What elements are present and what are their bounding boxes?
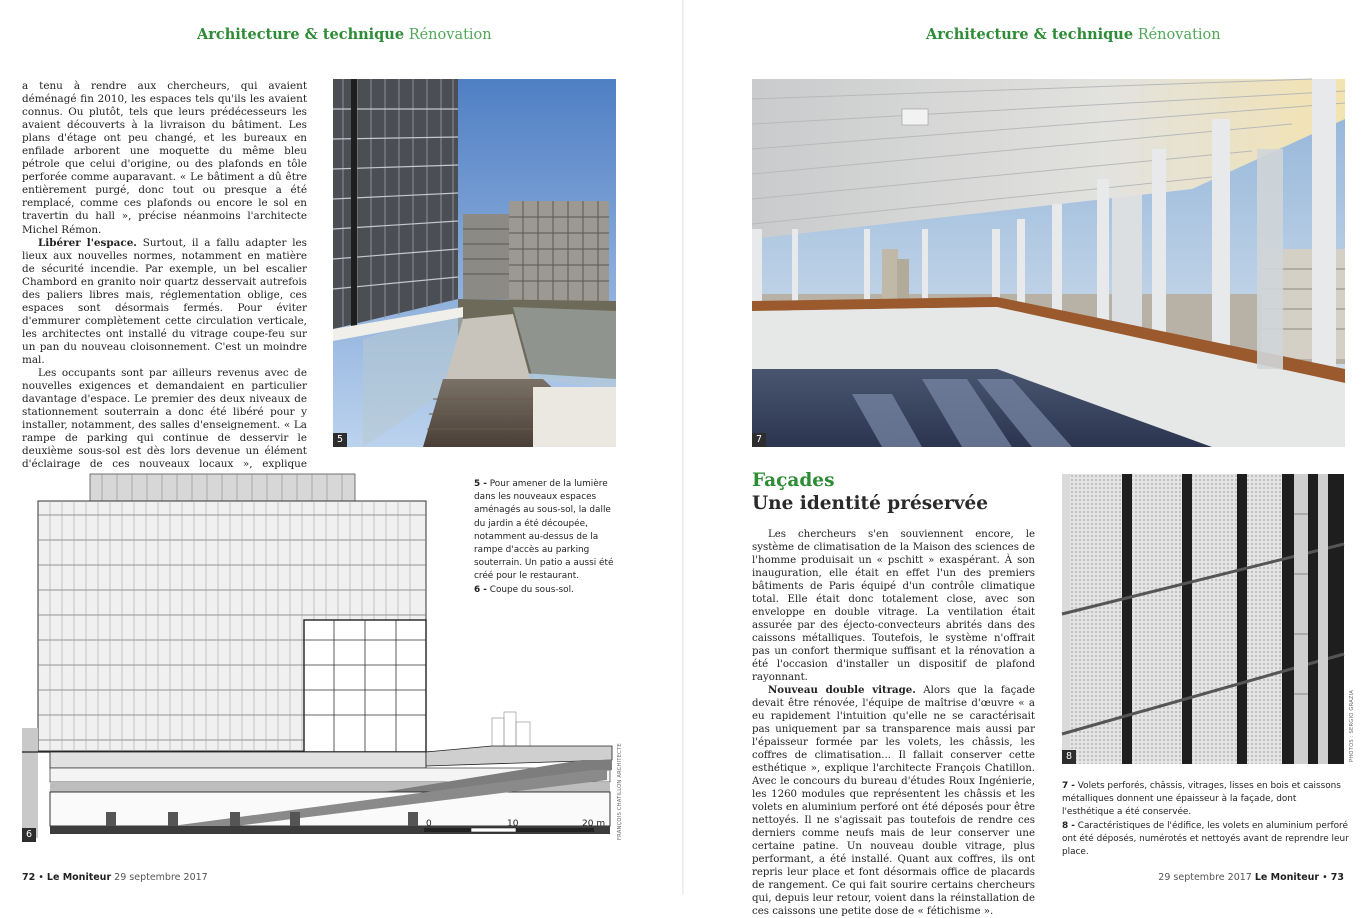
caption-text: Pour amener de la lumière dans les nouveaux espaces aménagés au sous-sol, la dalle du jardin a été découpée, notamment au-dessus de la rampe d'accès au parking souterrain. Un patio a aussi été créé pour le restaurant.	[474, 479, 614, 582]
running-head-subsection: Rénovation	[408, 27, 492, 43]
caption-figures-5-6	[474, 478, 614, 597]
running-head-section: Architecture & technique	[197, 26, 405, 43]
page-number: 73	[1330, 872, 1344, 883]
caption-6	[474, 584, 614, 597]
running-head-section: Architecture & technique	[926, 26, 1134, 43]
page-gutter	[682, 0, 684, 894]
folio-left	[22, 872, 208, 883]
scale-label-20: 20 m	[582, 819, 606, 829]
caption-number: 6 -	[474, 584, 487, 595]
figure-number: 6	[22, 828, 36, 842]
paragraph-body: Alors que la façade devait être rénovée, l'équipe de maîtrise d'œuvre « a eu rapidement l'intuition qu'elle ne se caractérisait pas uniquement par sa transparence mais aussi par l'épaisseur formée par les volets, les châssis, les coffres de climatisation... Il fallait conserver cette esthétique », explique l'architecte François Chatillon. Avec le concours du bureau d'études Roux Ingénierie, les 1260 modules que représentent les châssis et les volets en aluminium perforé ont été déposés pour être nettoyés. Il ne s'agissait pas toutefois de rendre ces derniers comme neufs mais de leur conserver une certaine patine. Un nouveau double vitrage, plus performant, a été installé. Quant aux coffres, ils ont repris leur place et font désormais office de placards de rangement. Ce qui fait sourire certains chercheurs qui, depuis leur retour, voient dans la réinstallation de ces caissons une petite dose de « fétichisme ».	[752, 685, 1035, 917]
scale-label-0: 0	[426, 819, 432, 829]
photo-facade-shutters	[1062, 474, 1344, 764]
magazine-name: Le Moniteur	[46, 872, 112, 883]
caption-figures-7-8	[1062, 780, 1350, 859]
magazine-name: Le Moniteur	[1254, 872, 1320, 883]
bullet-icon: •	[1322, 872, 1331, 883]
paragraph-lead: Libérer l'espace.	[38, 236, 137, 249]
scale-label-10: 10	[507, 819, 519, 829]
issue-date: 29 septembre 2017	[1158, 872, 1252, 883]
caption-number: 5 -	[474, 479, 487, 489]
caption-8	[1062, 820, 1350, 860]
running-head-subsection: Rénovation	[1137, 27, 1221, 43]
caption-text: Volets perforés, châssis, vitrages, lisses en bois et caissons métalliques donnent une épaisseur à la façade, dont l'esthétique a été conservée.	[1062, 781, 1341, 818]
issue-date: 29 septembre 2017	[114, 872, 208, 883]
caption-number: 7 -	[1062, 781, 1075, 791]
bullet-icon: •	[38, 872, 47, 883]
running-head-right	[926, 26, 1221, 43]
paragraph	[752, 684, 1035, 918]
photo-interior-office	[752, 79, 1345, 447]
caption-text: Coupe du sous-sol.	[486, 584, 574, 595]
photo-courtyard	[333, 79, 616, 447]
caption-5	[474, 478, 614, 584]
caption-number: 8 -	[1062, 820, 1075, 831]
running-head-left	[197, 26, 492, 43]
folio-right	[1158, 872, 1344, 883]
drawing-credit: FRANÇOIS CHATILLON ARCHITECTE	[617, 743, 623, 840]
paragraph-body: Surtout, il a fallu adapter les lieux aux nouvelles normes, notamment en matière de sécurité incendie. Par exemple, un bel escalier Chambord en granito noir quartz desservait autrefois des paliers libres mais, réglementation oblige, ces espaces sont désormais fermés. Pour éviter d'emmurer complètement cette circulation verticale, les architectes ont installé du vitrage coupe-feu sur un pan du nouveau cloisonnement. C'est un moindre mal.	[22, 236, 307, 366]
caption-text: Caractéristiques de l'édifice, les volets en aluminium perforé ont été déposés, numérotés et nettoyés avant de reprendre leur place.	[1062, 820, 1349, 858]
paragraph-lead: Nouveau double vitrage.	[768, 684, 916, 696]
caption-7	[1062, 780, 1350, 820]
section-title: Une identité préservée	[752, 493, 988, 514]
paragraph-body: Les occupants sont par ailleurs revenus avec de nouvelles exigences et demandaient en particulier davantage d'espace. Le premier des deux niveaux de stationnement souterrain a donc été libéré pour y installer, notamment, des salles d'enseignement. « La rampe de parking qui continue de desservir le deuxième sous-sol est dès lors devenue un élément d'éclairage de ces nouveaux locaux », explique	[22, 367, 307, 471]
photo-credit: PHOTOS : SERGIO GRAZIA	[1349, 689, 1355, 762]
figure-number: 5	[333, 433, 347, 447]
paragraph: a tenu à rendre aux chercheurs, qui avaient déménagé fin 2010, les espaces tels qu'ils les avaient connus. Ou plutôt, tels que leurs prédécesseurs les avaient découverts à la livraison du bâtiment. Les plans d'étage ont peu changé, et les bureaux en enfilade arborent une moquette du même bleu pétrole que celui d'origine, ou des plafonds en tôle perforée comme auparavant. « Le bâtiment a dû être entièrement purgé, donc tout ou presque a été remplacé, comme ces plafonds ou encore le sol en travertin du hall », précise néanmoins l'architecte Michel Rémon.	[22, 80, 307, 236]
figure-number: 7	[752, 433, 766, 447]
paragraph	[22, 237, 307, 367]
right-article-text	[752, 528, 1035, 918]
section-kicker: Façades	[752, 470, 835, 491]
paragraph: Les chercheurs s'en souviennent encore, le système de climatisation de la Maison des sciences de l'homme produisait un « pschitt » exaspérant. À son inauguration, elle était en effet l'un des premiers bâtiments de Paris équipé d'un contrôle climatique total. Elle était donc totalement close, avec son enveloppe en double vitrage. La ventilation était assurée par des éjecto-convecteurs abrités dans des caissons métalliques. Toutefois, le système n'offrait pas un confort thermique suffisant et la rénovation a été l'occasion d'installer un dispositif de plafond rayonnant.	[752, 529, 1035, 683]
figure-number: 8	[1062, 750, 1076, 764]
page-number: 72	[22, 872, 36, 883]
